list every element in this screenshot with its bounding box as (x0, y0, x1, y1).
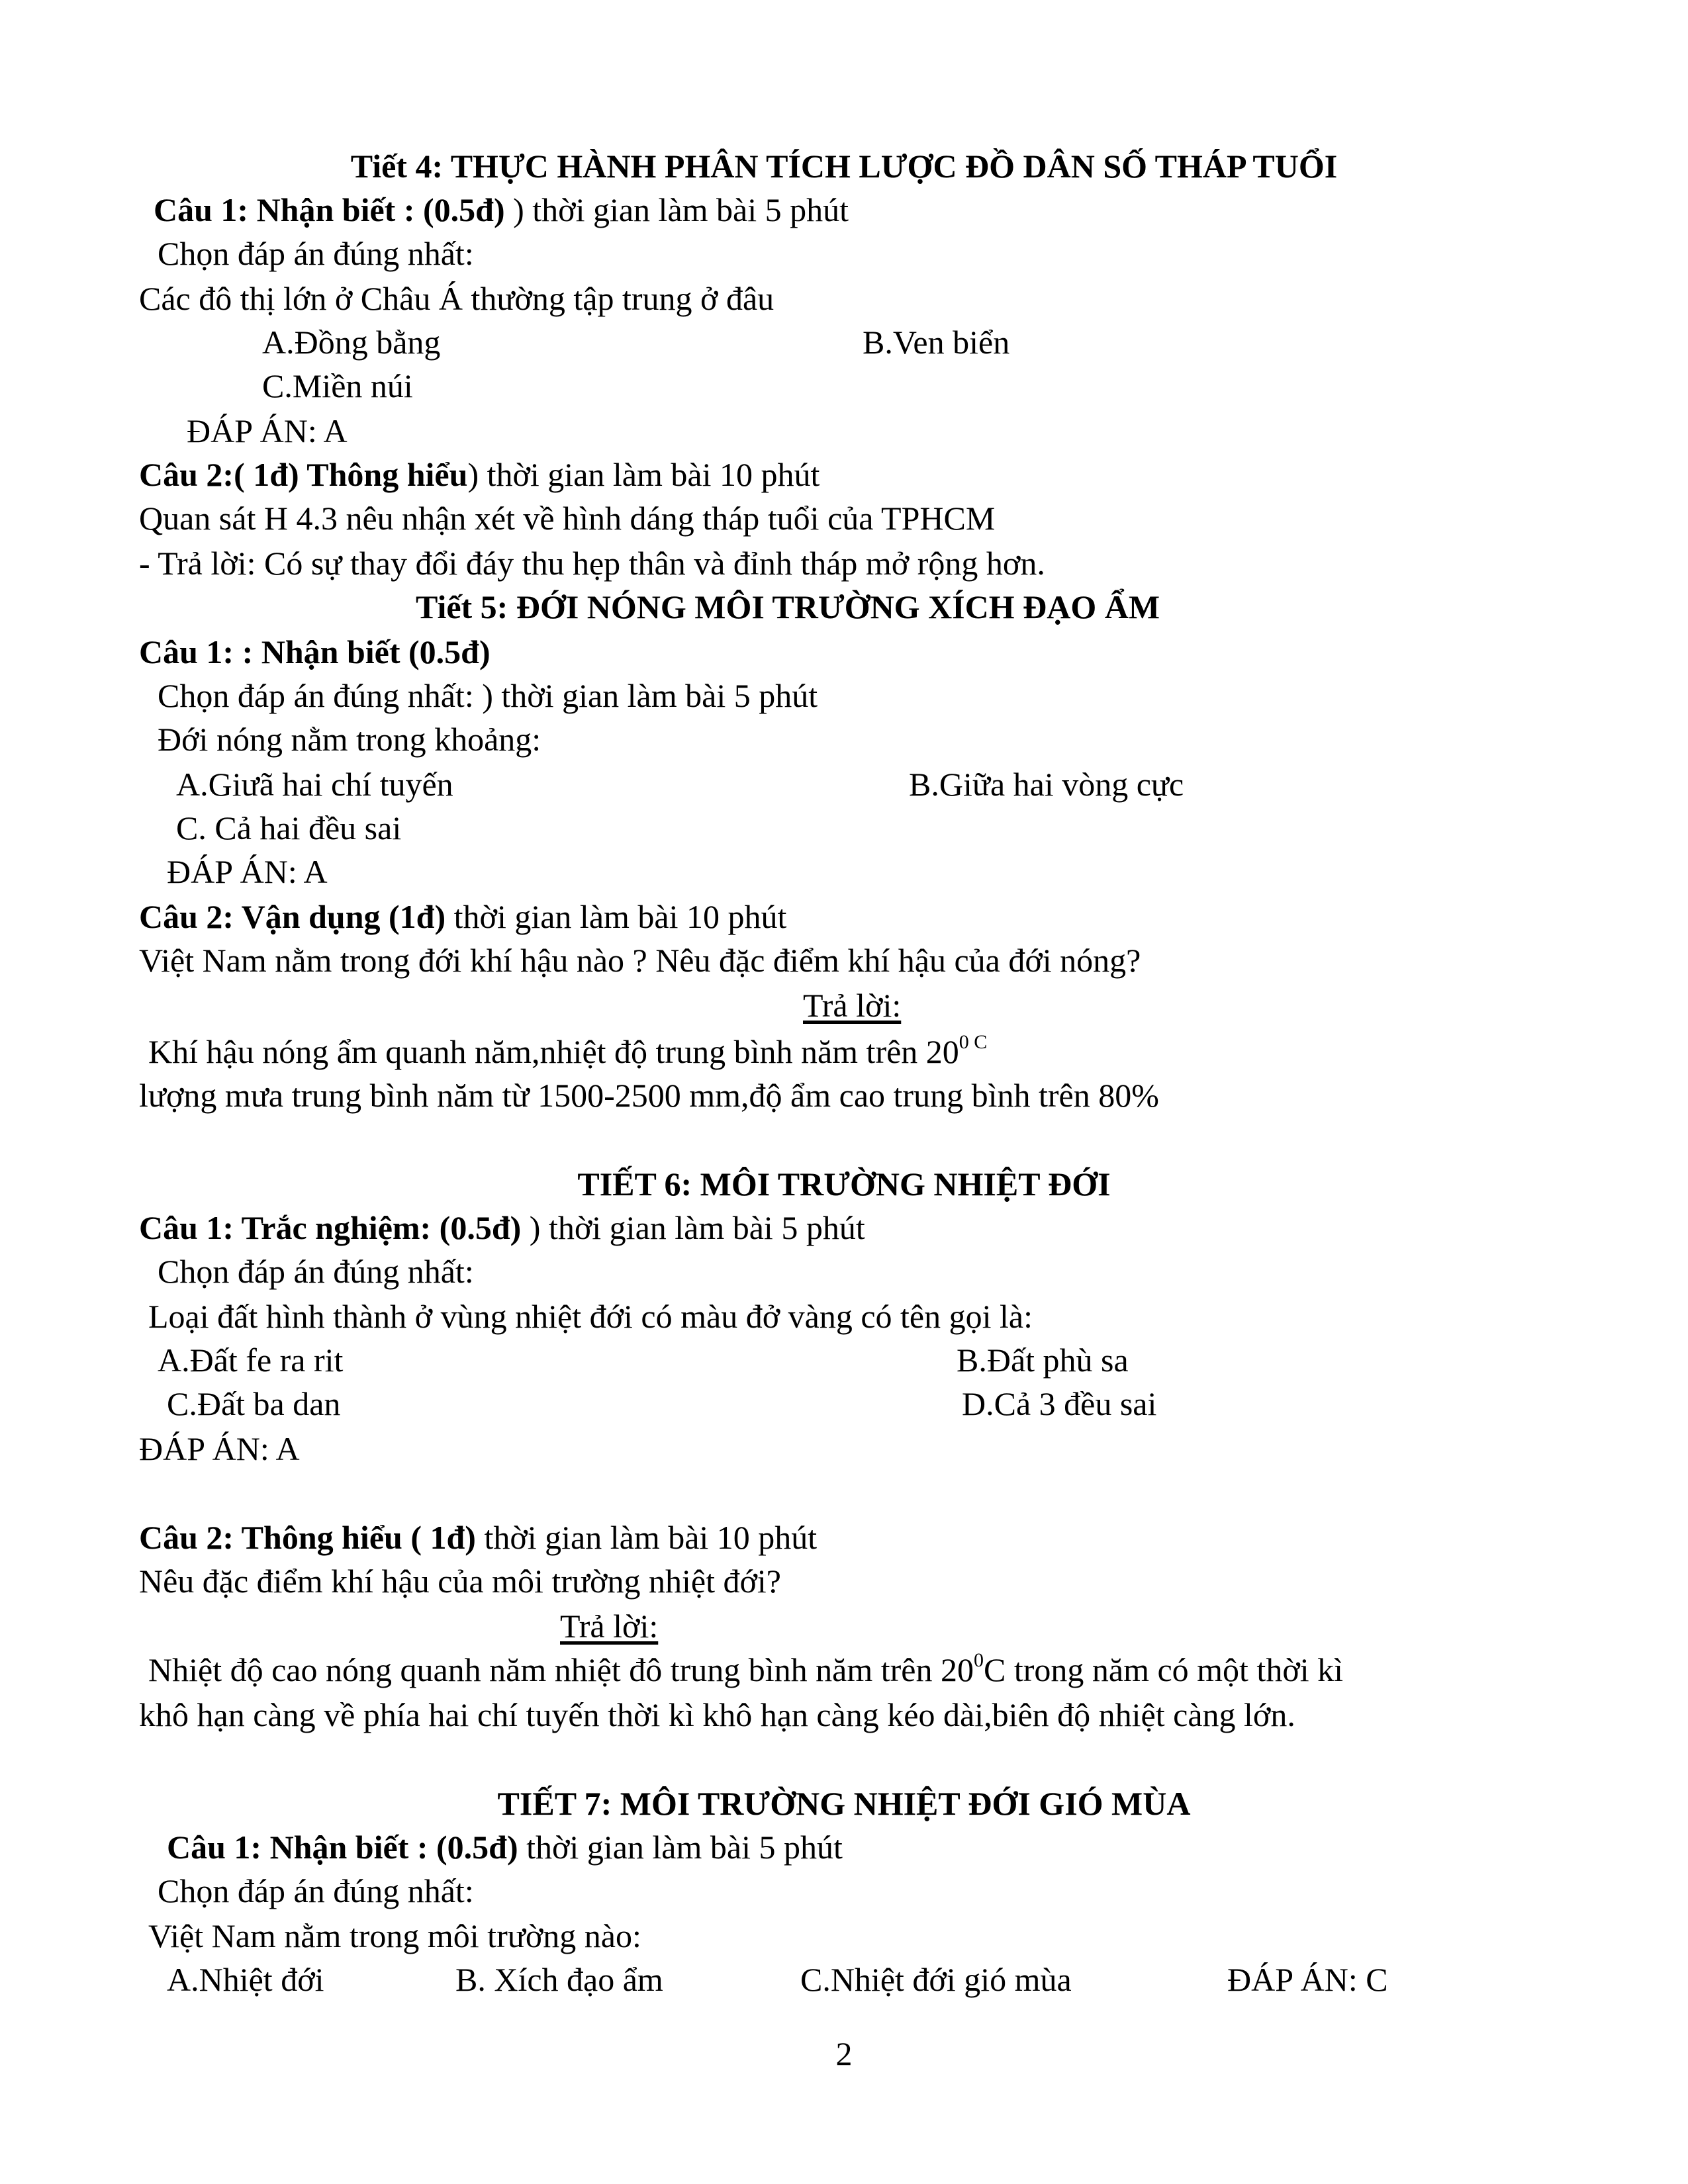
t6-answer-degree: 0 (973, 1649, 984, 1671)
t4-q1-label: Câu 1: Nhận biết : (0.5đ) (154, 191, 505, 228)
t4-q2-reply: - Trả lời: Có sự thay đổi đáy thu hẹp thân và đỉnh tháp mở rộng hơn. (139, 545, 1045, 582)
t5-q1-label: Câu 1: : Nhận biết (0.5đ) (139, 633, 491, 670)
t5-reply-label: Trả lời: (803, 987, 902, 1024)
t4-q1-option-a: A.Đồng bằng (262, 324, 441, 361)
t7-q1-option-b: B. Xích đạo ẩm (455, 1961, 663, 1998)
t6-q1-instruction: Chọn đáp án đúng nhất: (158, 1253, 474, 1290)
t7-q1-label: Câu 1: Nhận biết : (0.5đ) (167, 1829, 518, 1866)
t6-q1-answer: ĐÁP ÁN: A (139, 1430, 300, 1467)
t6-q1-option-a: A.Đất fe ra rit (158, 1342, 344, 1379)
t6-q1-option-c: C.Đất ba dan (167, 1385, 341, 1422)
t6-q2-label: Câu 2: Thông hiểu ( 1đ) (139, 1519, 476, 1556)
t5-q1-option-a: A.Giưã hai chí tuyến (176, 766, 453, 803)
t7-q1-question: Việt Nam nằm trong môi trường nào: (148, 1917, 641, 1954)
t6-answer-post: C trong năm có một thời kì (983, 1651, 1344, 1688)
t6-answer-line-1 (148, 1649, 1344, 1688)
t7-q1-time: thời gian làm bài 5 phút (518, 1829, 843, 1866)
t4-q1-question: Các đô thị lớn ở Châu Á thường tập trung ở đâu (139, 280, 774, 317)
section-title-tiet-6: TIẾT 6: MÔI TRƯỜNG NHIỆT ĐỚI (577, 1165, 1111, 1203)
t5-q2-header (139, 900, 786, 933)
page-number: 2 (835, 2035, 853, 2072)
t4-q1-option-c: C.Miền núi (262, 367, 413, 404)
t4-q2-time: ) thời gian làm bài 10 phút (467, 456, 820, 493)
t4-q1-time: ) thời gian làm bài 5 phút (504, 191, 849, 228)
t7-q1-header (167, 1831, 843, 1864)
t5-answer-line-2: lượng mưa trung bình năm từ 1500-2500 mm,độ ẩm cao trung bình trên 80% (139, 1077, 1159, 1114)
t4-q2-label: Câu 2:( 1đ) Thông hiểu (139, 456, 468, 493)
t5-q2-time: thời gian làm bài 10 phút (445, 898, 787, 935)
t6-q1-option-d: D.Cả 3 đều sai (962, 1385, 1157, 1422)
t5-q1-answer: ĐÁP ÁN: A (167, 853, 328, 890)
t7-q1-instruction: Chọn đáp án đúng nhất: (158, 1872, 474, 1909)
section-title-tiet-5: Tiết 5: ĐỚI NÓNG MÔI TRƯỜNG XÍCH ĐẠO ẨM (416, 588, 1160, 625)
t5-q1-option-c: C. Cả hai đều sai (176, 809, 402, 846)
t5-q1-question: Đới nóng nằm trong khoảng: (158, 721, 541, 758)
t4-q2-header (139, 458, 820, 491)
t6-q1-option-b: B.Đất phù sa (957, 1342, 1129, 1379)
t7-q1-option-c: C.Nhiệt đới gió mùa (800, 1961, 1072, 1998)
t4-q1-header (154, 193, 849, 226)
t6-q1-question: Loại đất hình thành ở vùng nhiệt đới có màu đở vàng có tên gọi là: (148, 1298, 1033, 1335)
t6-q2-question: Nêu đặc điểm khí hậu của môi trường nhiệt đới? (139, 1563, 781, 1600)
t5-q2-label: Câu 2: Vận dụng (1đ) (139, 898, 446, 935)
t5-answer-line-1 (148, 1031, 988, 1070)
t5-answer-degree: 0 C (959, 1031, 988, 1053)
t4-q1-option-b: B.Ven biển (863, 324, 1010, 361)
t4-q2-question: Quan sát H 4.3 nêu nhận xét về hình dáng tháp tuổi của TPHCM (139, 500, 996, 537)
t6-q1-label: Câu 1: Trắc nghiệm: (0.5đ) (139, 1209, 522, 1246)
t4-q1-answer: ĐÁP ÁN: A (187, 412, 348, 449)
t5-answer-text: Khí hậu nóng ẩm quanh năm,nhiệt độ trung bình năm trên 20 (148, 1033, 959, 1070)
t6-q1-time: ) thời gian làm bài 5 phút (521, 1209, 865, 1246)
t5-q1-instruction: Chọn đáp án đúng nhất: ) thời gian làm bài 5 phút (158, 677, 818, 714)
t6-reply-label: Trả lời: (560, 1608, 659, 1645)
t6-answer-line-2: khô hạn càng về phía hai chí tuyến thời kì khô hạn càng kéo dài,biên độ nhiệt càng lớn. (139, 1696, 1295, 1733)
t5-q1-option-b: B.Giữa hai vòng cực (909, 766, 1184, 803)
t4-q1-instruction: Chọn đáp án đúng nhất: (158, 235, 474, 272)
t7-q1-option-a: A.Nhiệt đới (167, 1961, 324, 1998)
t5-q2-question: Việt Nam nằm trong đới khí hậu nào ? Nêu đặc điểm khí hậu của đới nóng? (139, 942, 1141, 979)
t6-q2-header (139, 1521, 817, 1554)
t7-q1-answer: ĐÁP ÁN: C (1227, 1961, 1388, 1998)
t6-q2-time: thời gian làm bài 10 phút (475, 1519, 818, 1556)
section-title-tiet-7: TIẾT 7: MÔI TRƯỜNG NHIỆT ĐỚI GIÓ MÙA (497, 1785, 1191, 1822)
t6-answer-pre: Nhiệt độ cao nóng quanh năm nhiệt đô trung bình năm trên 20 (148, 1651, 974, 1688)
t6-q1-header (139, 1211, 865, 1244)
section-title-tiet-4: Tiết 4: THỰC HÀNH PHÂN TÍCH LƯỢC ĐỒ DÂN SỐ THÁP TUỔI (350, 148, 1338, 185)
